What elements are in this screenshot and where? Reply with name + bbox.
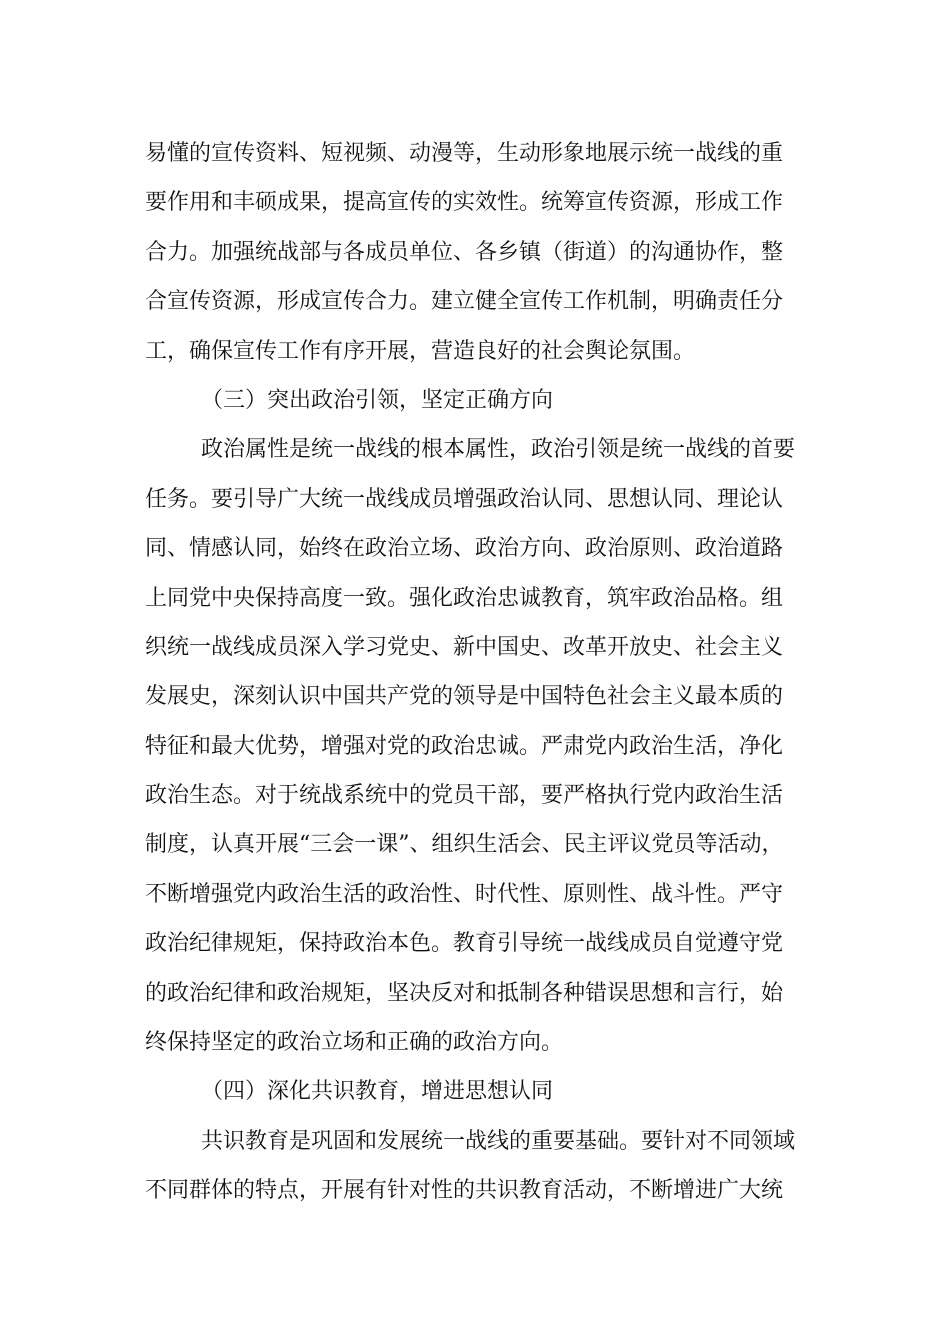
text-line: 政治纪律规矩，保持政治本色。教育引导统一战线成员自觉遵守党 [145, 931, 784, 957]
text-line: 不断增强党内政治生活的政治性、时代性、原则性、战斗性。严守 [145, 881, 784, 907]
text-line: 要作用和丰硕成果，提高宣传的实效性。统筹宣传资源，形成工作 [145, 190, 784, 216]
text-line: 上同党中央保持高度一致。强化政治忠诚教育，筑牢政治品格。组 [145, 585, 784, 611]
text-line: 同、情感认同，始终在政治立场、政治方向、政治原则、政治道路 [145, 536, 784, 562]
text-line: 发展史，深刻认识中国共产党的领导是中国特色社会主义最本质的 [145, 684, 784, 710]
section-heading-3: （三）突出政治引领，坚定正确方向 [201, 387, 554, 413]
text-line: 终保持坚定的政治立场和正确的政治方向。 [145, 1030, 564, 1056]
text-line: 工，确保宣传工作有序开展，营造良好的社会舆论氛围。 [145, 338, 696, 364]
text-line: 任务。要引导广大统一战线成员增强政治认同、思想认同、理论认 [145, 486, 784, 512]
text-line: 政治生态。对于统战系统中的党员干部，要严格执行党内政治生活 [145, 783, 784, 809]
text-line: 织统一战线成员深入学习党史、新中国史、改革开放史、社会主义 [145, 634, 784, 660]
body-text [145, 129, 810, 1216]
text-line: 合力。加强统战部与各成员单位、各乡镇（街道）的沟通协作，整 [145, 239, 784, 265]
text-line: 的政治纪律和政治规矩，坚决反对和抵制各种错误思想和言行，始 [145, 980, 784, 1006]
section-heading-4: （四）深化共识教育，增进思想认同 [201, 1079, 554, 1105]
paragraph-start: 政治属性是统一战线的根本属性，政治引领是统一战线的首要 [201, 437, 796, 463]
text-line: 特征和最大优势，增强对党的政治忠诚。严肃党内政治生活，净化 [145, 733, 784, 759]
text-line: 易懂的宣传资料、短视频、动漫等，生动形象地展示统一战线的重 [145, 141, 784, 166]
text-line: 制度，认真开展“三会一课”、组织生活会、民主评议党员等活动， [145, 832, 784, 858]
paragraph-start: 共识教育是巩固和发展统一战线的重要基础。要针对不同领域 [201, 1128, 796, 1154]
text-line: 合宣传资源，形成宣传合力。建立健全宣传工作机制，明确责任分 [145, 289, 784, 315]
text-line: 不同群体的特点，开展有针对性的共识教育活动，不断增进广大统 [145, 1178, 784, 1204]
